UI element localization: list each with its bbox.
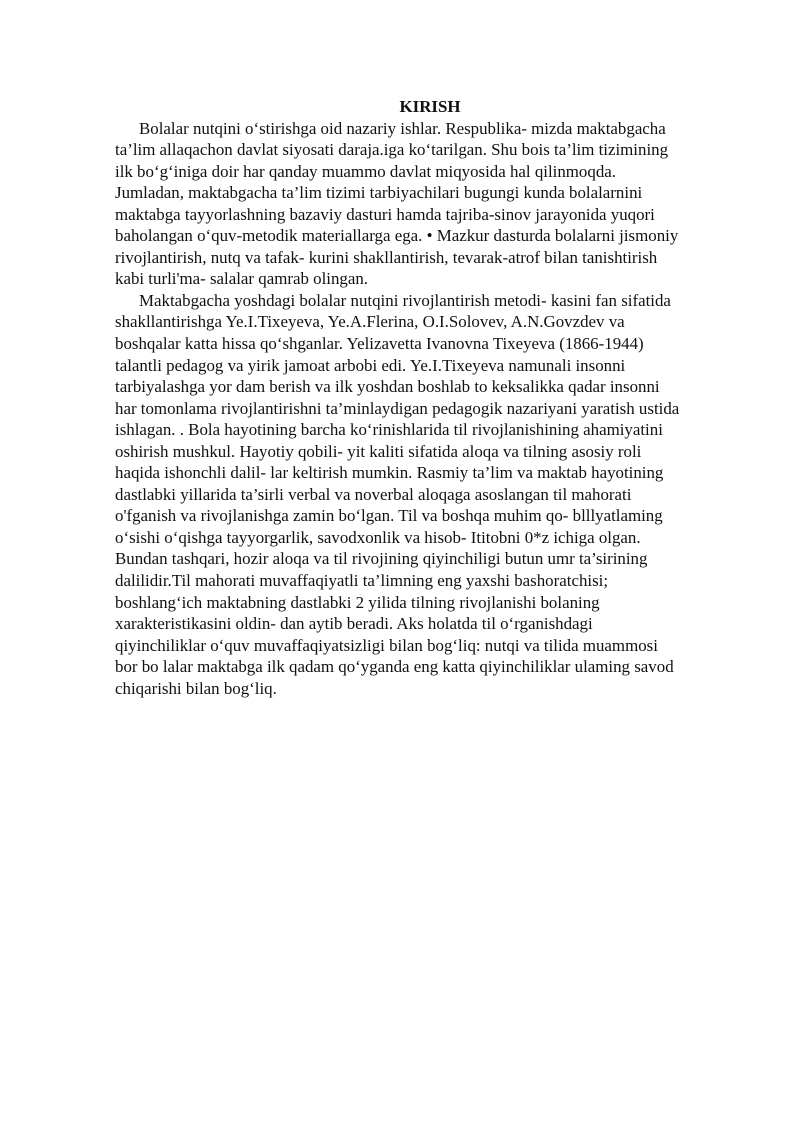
text-line: dastlabki yillarida ta’sirli verbal va noverbal aloqaga asoslangan til mahorati	[115, 484, 632, 504]
text-line: talantli pedagog va yirik jamoat arbobi edi. Ye.I.Tixeyeva namunali insonni	[115, 355, 626, 375]
text-line: chiqarishi bilan bog‘liq.	[115, 678, 277, 698]
text-line: boshlang‘ich maktabning dastlabki 2 yilida tilning rivojlanishi bolaning	[115, 592, 600, 612]
paragraph-list	[115, 118, 745, 700]
text-line: Jumladan, maktabgacha ta’lim tizimi tarbiyachilari bugungi kunda bolalarnini	[115, 183, 643, 203]
text-line: Maktabgacha yoshdagi bolalar nutqini rivojlantirish metodi- kasini fan sifatida	[139, 290, 671, 310]
text-line: tarbiyalashga yor dam berish va ilk yoshdan boshlab to keksalikka qadar insonni	[115, 377, 660, 397]
text-line: bor bo lalar maktabga ilk qadam qo‘yganda eng katta qiyinchiliklar ulaming savod	[115, 657, 674, 677]
text-line: kabi turli'ma- salalar qamrab olingan.	[115, 269, 369, 289]
text-line: dalilidir.Til mahorati muvaffaqiyatli ta’limning eng yaxshi bashoratchisi;	[115, 571, 609, 591]
text-line: shakllantirishga Ye.I.Tixeyeva, Ye.A.Flerina, O.I.Solovev, A.N.Govzdev va	[115, 312, 625, 332]
text-line: oshirish mushkul. Hayotiy qobili- yit kaliti sifatida aloqa va tilning asosiy roli	[115, 441, 642, 461]
text-line: haqida ishonchli dalil- lar keltirish mumkin. Rasmiy ta’lim va maktab hayotining	[115, 463, 664, 483]
text-line: maktabga tayyorlashning bazaviy dasturi hamda tajriba-sinov jarayonida yuqori	[115, 204, 655, 224]
text-line: ta’lim allaqachon davlat siyosati daraja.iga ko‘tarilgan. Shu bois ta’lim tizimining	[115, 140, 669, 160]
paragraph	[115, 118, 745, 290]
text-line: Bundan tashqari, hozir aloqa va til rivojining qiyinchiligi butun umr ta’sirining	[115, 549, 648, 569]
text-line: o'fganish va rivojlanishga zamin bo‘lgan. Til va boshqa muhim qo- blllyatlaming	[115, 506, 663, 526]
document-body	[115, 96, 745, 699]
page-title: KIRISH	[399, 97, 461, 116]
text-line: qiyinchiliklar o‘quv muvaffaqiyatsizligi bilan bog‘liq: nutqi va tilida muammosi	[115, 635, 658, 655]
text-line: ilk bo‘g‘iniga doir har qanday muammo davlat miqyosida hal qilinmoqda.	[115, 161, 616, 181]
text-line: o‘sishi o‘qishga tayyorgarlik, savodxonlik va hisob- Ititobni 0*z ichiga olgan.	[115, 527, 641, 547]
text-line: ishlagan. . Bola hayotining barcha ko‘rinishlarida til rivojlanishining ahamiyatini	[115, 420, 663, 440]
paragraph	[115, 290, 745, 699]
text-line: baholangan o‘quv-metodik materiallarga ega. • Mazkur dasturda bolalarni jismoniy	[115, 226, 679, 246]
text-line: har tomonlama rivojlantirishni ta’minlaydigan pedagogik nazariyani yaratish ustida	[115, 398, 680, 418]
text-line: xarakteristikasini oldin- dan aytib beradi. Aks holatda til o‘rganishdagi	[115, 614, 593, 634]
text-line: boshqalar katta hissa qo‘shganlar. Yelizavetta Ivanovna Tixeyeva (1866-1944)	[115, 334, 644, 354]
text-line: rivojlantirish, nutq va tafak- kurini shakllantirish, tevarak-atrof bilan tanishtirish	[115, 247, 658, 267]
text-line: Bolalar nutqini o‘stirishga oid nazariy ishlar. Respublika- mizda maktabgacha	[139, 118, 666, 138]
